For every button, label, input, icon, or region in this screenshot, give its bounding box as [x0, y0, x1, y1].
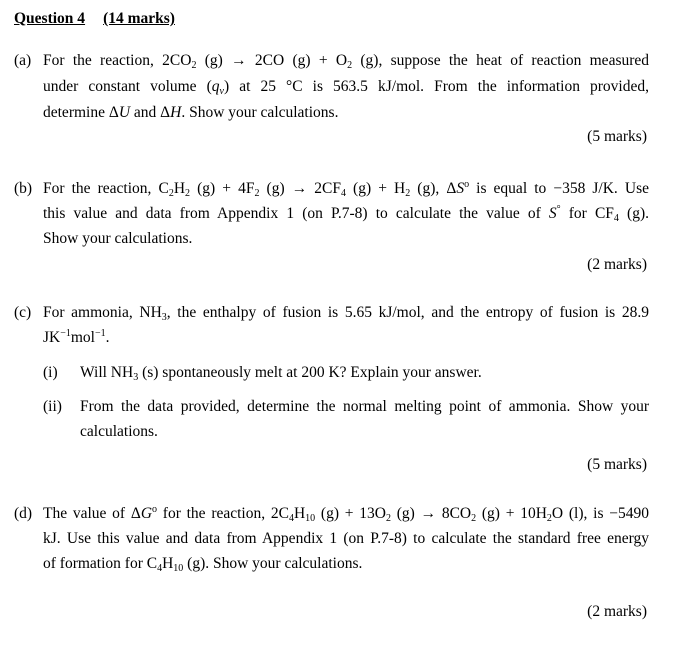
arrow-icon: → [291, 180, 308, 197]
arrow-icon: → [420, 505, 437, 522]
question-number: Question 4 [14, 10, 86, 27]
part-d-line-1: The value of $\Delta G^o$ for the reaction, $2C_4H_{10}$ $(g) + 13O_2$ $(g) \to 8CO_2$ $(g) + 10H_2O$ (l), is −5490 [43, 504, 649, 524]
part-c-ii-line-2: calculations. [80, 423, 158, 440]
part-c-marks: (5 marks) [587, 456, 647, 473]
part-c-line-1: For ammonia, $NH_3$, the enthalpy of fusion is 5.65 kJ/mol, and the entropy of fusion is 28.9 [43, 304, 649, 323]
part-a-label: (a) [14, 52, 32, 69]
part-c-i-label: (i) [43, 364, 58, 381]
part-c-line-2: $JK^{-1}mol^{-1}$. [43, 328, 110, 346]
part-a-line-1: For the reaction, $2CO_2$ (g) → 2CO $(g) + O_2$ (g), suppose the heat of reaction measured [43, 52, 650, 71]
question-total-marks: (14 marks) [103, 10, 175, 27]
part-a-line-2: under constant volume $(q_v)$ at 25 °C is 563.5 kJ/mol. From the information provided, [43, 78, 649, 97]
part-d-line-3: of formation for $C_4H_{10}$ (g). Show your calculations. [43, 555, 363, 574]
part-c-ii-label: (ii) [43, 398, 62, 415]
part-d-marks: (2 marks) [587, 603, 647, 620]
part-d-label: (d) [14, 505, 33, 522]
part-c-ii-line-1: From the data provided, determine the normal melting point of ammonia. Show your [80, 398, 649, 415]
part-b-label: (b) [14, 180, 33, 197]
part-c-i-text: Will $NH_3$ (s) spontaneously melt at 200 K? Explain your answer. [80, 364, 482, 383]
question-title [14, 10, 175, 28]
part-a-marks: (5 marks) [587, 128, 647, 145]
part-b-marks: (2 marks) [587, 256, 647, 273]
part-c-label: (c) [14, 304, 32, 321]
part-d-line-2: kJ. Use this value and data from Appendix 1 (on P.7-8) to calculate the standard free energy [43, 530, 649, 547]
part-b-line-2: this value and data from Appendix 1 (on P.7-8) to calculate the value of S° for $CF_4$ (g). [43, 204, 649, 224]
part-a-line-3: determine ΔU and ΔH. Show your calculations. [43, 104, 339, 121]
arrow-icon: → [231, 52, 247, 69]
part-b-line-3: Show your calculations. [43, 230, 193, 247]
part-b-line-1: For the reaction, $C_2H_2$ $(g) + 4F_2$ $(g) \to 2CF_4$ $(g) + H_2$ (g), $\Delta S^o$ is equal to −358 J/K. Use [43, 179, 649, 199]
